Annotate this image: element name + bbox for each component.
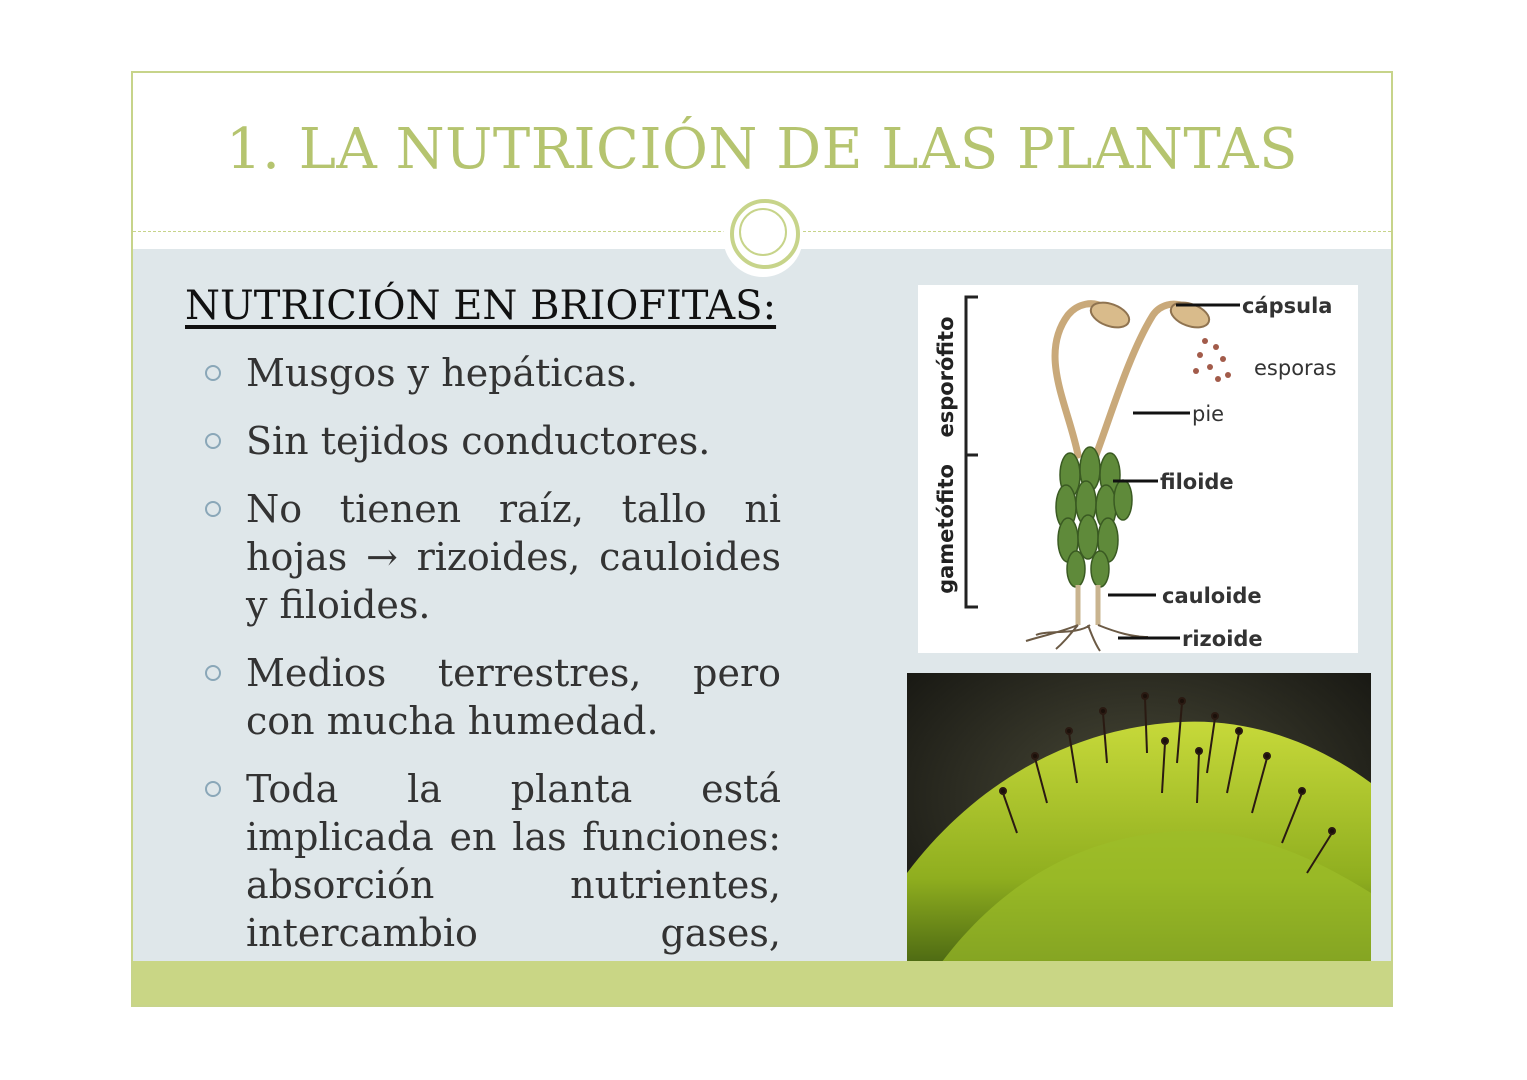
list-item: Sin tejidos conductores.: [205, 417, 781, 465]
moss-photo: [907, 673, 1371, 983]
label-pie: pie: [1192, 402, 1225, 426]
gametofito-label: gametófito: [934, 464, 958, 594]
circle-bullet-icon: [205, 365, 221, 381]
label-cauloide: cauloide: [1162, 584, 1262, 608]
footer-bar: [133, 961, 1391, 1005]
list-item: No tienen raíz, tallo ni hojas → rizoides, cauloides y filoides.: [205, 485, 781, 629]
label-filoide: filoide: [1160, 470, 1234, 494]
slide: [131, 71, 1393, 1007]
circle-bullet-icon: [205, 501, 221, 517]
bullet-list: [205, 349, 781, 1007]
label-esporas: esporas: [1254, 356, 1337, 380]
circle-bullet-icon: [205, 781, 221, 797]
slide-title: 1. LA NUTRICIÓN DE LAS PLANTAS: [226, 117, 1298, 182]
list-item: Medios terrestres, pero con mucha humedad.: [205, 649, 781, 745]
label-rizoide: rizoide: [1182, 627, 1263, 651]
divider-ring-icon: [730, 199, 800, 269]
list-item: Toda la planta está implicada en las funciones: absorción nutrientes, intercambio gases,: [205, 765, 781, 1005]
circle-bullet-icon: [205, 665, 221, 681]
moss-anatomy-diagram: [918, 285, 1358, 653]
section-heading: NUTRICIÓN EN BRIOFITAS:: [185, 283, 777, 329]
esporofito-label: esporófito: [934, 316, 958, 438]
circle-bullet-icon: [205, 433, 221, 449]
label-capsula: cápsula: [1242, 294, 1333, 318]
list-item: Musgos y hepáticas.: [205, 349, 781, 397]
